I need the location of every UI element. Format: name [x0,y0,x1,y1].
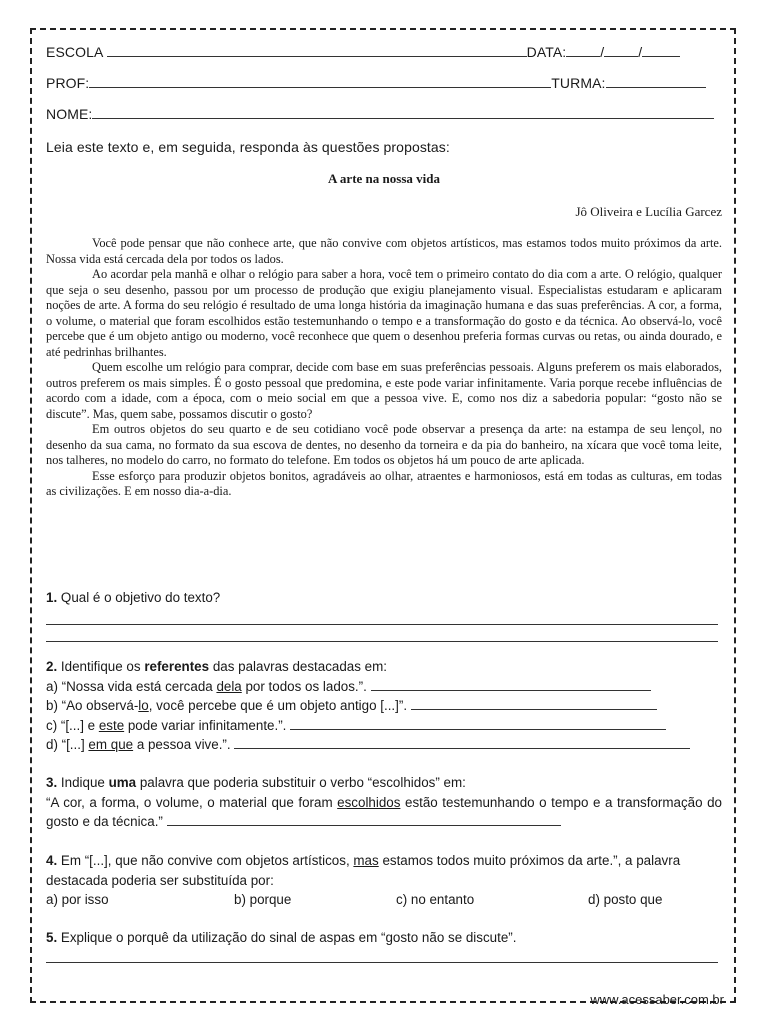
answer-line[interactable] [290,717,666,730]
question-emphasis: referentes [144,659,210,674]
question-text: Explique o porquê da utilização do sinal de aspas em “gosto não se discute”. [60,930,517,945]
class-input-line[interactable] [606,75,706,88]
question-number: 3. [46,775,58,790]
passage-paragraph: Você pode pensar que não conhece arte, que não convive com objetos artísticos, mas estamos todos muito próximos da arte. Nossa vida está cercada dela por todos os lados. [46,236,722,266]
date-year-line[interactable] [642,44,680,57]
date-day-line[interactable] [566,44,600,57]
option-c[interactable]: c) no entanto [396,892,475,907]
item-text: a) “Nossa vida está cercada [46,678,217,694]
text-author: Jô Oliveira e Lucília Garcez [575,204,722,219]
date-separator: / [600,44,605,60]
highlighted-word: em que [88,737,134,752]
quote-text: estão testemunhando o tempo e a transformação do gosto e da técnica.” [46,794,722,829]
class-label: TURMA: [551,75,606,91]
question-number: 5. [46,930,58,945]
highlighted-word: lo [138,698,149,713]
item-b [46,696,722,716]
passage-paragraph: Em outros objetos do seu quarto e de seu cotidiano você pode observar a presença da arte: na estampa de seu lençol, no desenho da sua cama, no formato da sua escova de dentes, no desenho da torneira e da pia do banheiro, na xícara que você toma leite, nos talheres, no modelo do carro, no formato do telefone. Em todos os objetos há um pouco de arte aplicada. [46,422,722,467]
answer-line[interactable] [46,962,718,963]
item-text: por todos os lados.”. [241,678,367,694]
answer-line[interactable] [46,641,718,642]
name-field-row [46,106,714,122]
school-field-row [46,44,680,60]
school-input-line[interactable] [107,44,527,57]
name-input-line[interactable] [92,106,714,119]
option-b[interactable]: b) porque [234,892,292,907]
question-emphasis: uma [108,775,137,790]
answer-line[interactable] [371,678,651,691]
highlighted-word: dela [216,678,242,694]
teacher-input-line[interactable] [89,75,551,88]
item-text: c) “[...] e [46,717,99,733]
question-5 [46,928,722,948]
question-3 [46,773,722,832]
item-a [46,677,722,697]
question-2 [46,657,722,755]
question-4 [46,851,722,910]
passage-paragraph: Ao acordar pela manhã e olhar o relógio para saber a hora, você tem o primeiro contato do dia com a arte. O relógio, qualquer que seja o seu desenho, passou por um processo de produção que exigiu planejamento visual. Especialistas estudaram e aplicaram noções de arte. A forma do seu relógio é resultado de uma longa história da imaginação humana e das suas preferências. A cor, a forma, o volume, o material que foram escolhidos estão testemunhando o tempo e a transformação do gosto e da técnica. Ao observá-lo, você percebe que é um objeto antigo ou moderno, você reconhece que quem o desenhou preferia formas curvas ou retas, ou ainda dourado, e até pedrinhas brilhantes. [46,267,722,359]
passage-paragraph: Quem escolhe um relógio para comprar, decide com base em suas preferências pessoais. Alguns preferem os mais elaborados, outros preferem os mais simples. É o gosto pessoal que predomina, e este pode variar infinitamente. Varia porque recebe influências de acordo com a idade, com a época, com o meio social em que a pessoa vive. E, como nos diz a sabedoria popular: “gosto não se discute”. Mas, quem sabe, possamos discutir o gosto? [46,360,722,421]
text-title: A arte na nossa vida [328,171,440,186]
option-d[interactable]: d) posto que [588,892,663,907]
question-text: Em “[...], que não convive com objetos artísticos, [60,853,354,868]
question-number: 4. [46,853,58,868]
answer-line[interactable] [46,624,718,625]
item-text: , você percebe que é um objeto antigo [...]”. [148,698,408,713]
option-a[interactable]: a) por isso [46,892,109,907]
highlighted-word: este [98,717,125,733]
item-d [46,735,722,755]
date-month-line[interactable] [604,44,638,57]
teacher-label: PROF: [46,75,90,91]
question-text: estamos todos muito próximos da arte.”, a palavra destacada poderia ser substituída por: [46,853,681,888]
answer-line[interactable] [234,736,690,749]
answer-line[interactable] [411,697,657,710]
passage-paragraph: Esse esforço para produzir objetos bonitos, agradáveis ao olhar, atraentes e harmoniosos, está em todas as culturas, em todas as civilizações. E em nosso dia-a-dia. [46,468,722,498]
highlighted-word: escolhidos [337,794,401,810]
item-text: d) “[...] [46,737,89,752]
date-label: DATA: [526,44,567,60]
question-1 [46,588,722,608]
website-footer: www.acessaber.com.br [590,992,724,1007]
answer-line[interactable] [167,813,561,826]
question-number: 1. [46,590,58,605]
name-label: NOME: [46,106,93,122]
question-text: das palavras destacadas em: [212,659,387,674]
item-text: b) “Ao observá- [46,698,139,713]
item-text: a pessoa vive.”. [133,737,231,752]
question-text: palavra que poderia substituir o verbo “escolhidos” em: [139,775,466,790]
highlighted-word: mas [353,853,379,868]
date-separator: / [638,44,643,60]
answer-options [46,890,722,910]
school-label: ESCOLA [46,44,103,60]
instruction-text: Leia este texto e, em seguida, responda às questões propostas: [46,139,450,155]
quote-text: “A cor, a forma, o volume, o material que foram [46,794,338,810]
question-text: Identifique os [60,659,141,674]
item-c [46,716,722,736]
reading-passage [46,236,722,500]
question-number: 2. [46,659,58,674]
item-text: pode variar infinitamente.”. [124,717,287,733]
teacher-field-row [46,75,706,91]
question-text: Qual é o objetivo do texto? [60,590,221,605]
question-text: Indique [60,775,105,790]
